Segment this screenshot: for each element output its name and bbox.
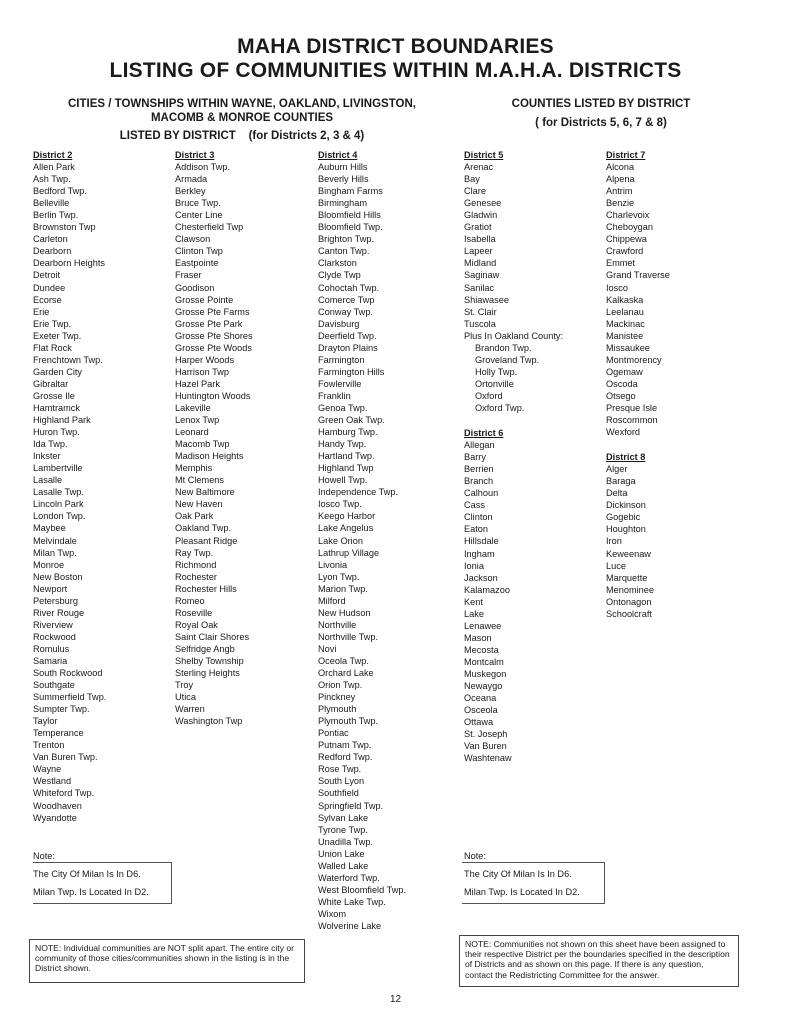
list-item: New Boston [33, 571, 83, 582]
list-item: Kalamazoo [464, 584, 510, 595]
list-item: Dickinson [606, 500, 646, 511]
list-item: Addison Twp. [175, 162, 230, 173]
list-item: Farmington Hills [318, 366, 385, 377]
list-item: Bruce Twp. [175, 198, 221, 209]
list-item: Oxford Twp. [475, 402, 525, 413]
list-item: Menominee [606, 584, 655, 595]
list-item: Samaria [33, 655, 68, 666]
list-item: Rochester Hills [175, 583, 237, 594]
list-item: Lambertville [33, 463, 83, 474]
list-item: Carleton [33, 234, 68, 245]
list-item: Union Lake [318, 848, 365, 859]
list-item: Berlin Twp. [33, 210, 79, 221]
list-item: Missaukee [606, 342, 650, 353]
list-item: Genesee [464, 198, 502, 209]
list-item: Independence Twp. [318, 487, 399, 498]
district-5-heading: District 5 [464, 150, 504, 160]
list-item: Oceola Twp. [318, 655, 369, 666]
list-item: Trenton [33, 740, 65, 751]
list-item: Sylvan Lake [318, 812, 369, 823]
list-item: Grosse Pte Woods [175, 342, 252, 353]
list-item: Iosco [606, 282, 628, 293]
list-item: Birmingham [318, 198, 368, 209]
list-item: Isabella [464, 234, 496, 245]
list-item: Exeter Twp. [33, 330, 82, 341]
list-item: White Lake Twp. [318, 896, 386, 907]
list-item: Lake Angelus [318, 523, 374, 534]
footnote-right: NOTE: Communities not shown on this sheet have been assigned to their respective District per the boundaries specified in the description of Districts and as shown on this page. If there is any question, contact the Redistricting Committee for the answer. [459, 935, 739, 987]
list-item: Hamburg Twp. [318, 427, 378, 438]
list-item: Westland [33, 776, 72, 787]
list-item: Southgate [33, 680, 75, 691]
list-item: Plus In Oakland County: [464, 330, 564, 341]
list-item: Redford Twp. [318, 752, 373, 763]
list-item: Montmorency [606, 354, 662, 365]
list-item: Otsego [606, 390, 636, 401]
list-item: Romeo [175, 595, 205, 606]
list-item: New Baltimore [175, 487, 235, 498]
list-item: Bloomfield Hills [318, 210, 381, 221]
list-item: Mt Clemens [175, 475, 225, 486]
list-item: Sumpter Twp. [33, 704, 90, 715]
list-item: Canton Twp. [318, 246, 370, 257]
page-title-line-2: LISTING OF COMMUNITIES WITHIN M.A.H.A. DISTRICTS [109, 59, 682, 82]
list-item: Mason [464, 632, 492, 643]
district-6-heading: District 6 [464, 428, 504, 439]
list-item: Shiawasee [464, 294, 509, 305]
list-item: Holly Twp. [475, 366, 518, 377]
list-item: Marion Twp. [318, 583, 368, 594]
list-item: Allen Park [33, 162, 75, 173]
list-item: Cheboygan [606, 222, 653, 233]
district-8-list [606, 463, 670, 620]
list-item: Cohoctah Twp. [318, 282, 380, 293]
list-item: Putnam Twp. [318, 740, 372, 751]
list-item: Allegan [464, 440, 495, 451]
district-7-8-column [606, 149, 670, 620]
list-item: Crawford [606, 246, 644, 257]
district-4-column [318, 149, 406, 932]
list-item: Beverly Hills [318, 174, 369, 185]
list-item: Mecosta [464, 644, 499, 655]
list-item: Gratiot [464, 222, 492, 233]
list-item: South Lyon [318, 776, 365, 787]
list-item: Grosse Pte Farms [175, 306, 250, 317]
list-item: Oak Park [175, 511, 214, 522]
list-item: Muskegon [464, 668, 507, 679]
list-item: Sanilac [464, 282, 495, 293]
list-item: Whiteford Twp. [33, 788, 95, 799]
list-item: Taylor [33, 716, 58, 727]
list-item: Unadilla Twp. [318, 836, 373, 847]
list-item: Riverview [33, 619, 73, 630]
list-item: Luce [606, 560, 626, 571]
list-item: Selfridge Angb [175, 643, 235, 654]
list-item: Rochester [175, 571, 217, 582]
list-item: Wexford [606, 427, 641, 438]
list-item: Bay [464, 174, 480, 185]
list-item: Clyde Twp [318, 270, 361, 281]
list-item: Dundee [33, 282, 66, 293]
list-item: Harrison Twp [175, 366, 229, 377]
list-item: Grosse Ile [33, 390, 75, 401]
list-item: Rockwood [33, 631, 76, 642]
list-item: Davisburg [318, 318, 360, 329]
list-item: Chippewa [606, 234, 647, 245]
list-item: Macomb Twp [175, 439, 230, 450]
list-item: Fraser [175, 270, 202, 281]
list-item: Ogemaw [606, 366, 643, 377]
list-item: Inkster [33, 451, 61, 462]
district-2-heading: District 2 [33, 150, 73, 160]
list-item: Summerfield Twp. [33, 692, 107, 703]
list-item: Tyrone Twp. [318, 824, 368, 835]
list-item: Lake [464, 608, 484, 619]
list-item: Goodison [175, 282, 215, 293]
right-heading-line-1: COUNTIES LISTED BY DISTRICT [511, 98, 691, 110]
list-item: Wayne [33, 764, 62, 775]
list-item: Leonard [175, 427, 209, 438]
list-item: Erie Twp. [33, 318, 72, 329]
list-item: Orion Twp. [318, 680, 363, 691]
list-item: Eaton [464, 524, 489, 535]
list-item: Huntington Woods [175, 390, 251, 401]
list-item: Northville [318, 619, 357, 630]
list-item: Grosse Pte Park [175, 318, 243, 329]
district-8-heading: District 8 [606, 452, 646, 463]
list-item: River Rouge [33, 607, 85, 618]
list-item: Auburn Hills [318, 162, 368, 173]
note-right-box [462, 862, 605, 904]
list-item: Franklin [318, 390, 351, 401]
list-item: Roseville [175, 607, 213, 618]
list-item: Bloomfield Twp. [318, 222, 383, 233]
list-item: Plymouth Twp. [318, 716, 379, 727]
list-item: Wolverine Lake [318, 921, 382, 931]
list-item: Kent [464, 596, 483, 607]
list-item: Center Line [175, 210, 223, 221]
list-item: Maybee [33, 523, 66, 534]
list-item: Monroe [33, 559, 65, 570]
list-item: Hartland Twp. [318, 451, 375, 462]
list-item: Genoa Twp. [318, 402, 368, 413]
list-item: Royal Oak [175, 619, 218, 630]
list-item: Houghton [606, 524, 646, 535]
list-item: Pontiac [318, 728, 349, 739]
list-item: Oscoda [606, 378, 638, 389]
list-item: Keweenaw [606, 548, 651, 559]
list-item: Ontonagon [606, 596, 652, 607]
list-item: Green Oak Twp. [318, 415, 385, 426]
list-item: Wyandotte [33, 812, 77, 823]
list-item: Midland [464, 258, 497, 269]
list-item: Charlevoix [606, 210, 650, 221]
list-item: Oakland Twp. [175, 523, 232, 534]
list-item: West Bloomfield Twp. [318, 884, 406, 895]
list-item: Temperance [33, 728, 84, 739]
list-item: Newaygo [464, 681, 503, 692]
list-item: Livonia [318, 559, 348, 570]
list-item: Antrim [606, 186, 633, 197]
page-number: 12 [389, 994, 402, 1005]
list-item: Fowlerville [318, 378, 362, 389]
list-item: Clarkston [318, 258, 357, 269]
district-4-heading: District 4 [318, 150, 358, 160]
list-item: Baraga [606, 476, 636, 487]
list-item: Cass [464, 500, 485, 511]
list-item: Lapeer [464, 246, 493, 257]
list-item: Garden City [33, 366, 83, 377]
list-item: Oceana [464, 693, 497, 704]
list-item: Southfield [318, 788, 359, 799]
list-item: Northville Twp. [318, 631, 379, 642]
list-item: Oxford [475, 390, 503, 401]
district-5-list [464, 161, 563, 342]
list-item: Arenac [464, 162, 494, 173]
list-item: Ray Twp. [175, 547, 214, 558]
list-item: Chesterfield Twp [175, 222, 244, 233]
list-item: Hazel Park [175, 378, 220, 389]
list-item: Melvindale [33, 535, 77, 546]
list-item: Barry [464, 452, 486, 463]
right-heading-line-2: ( for Districts 5, 6, 7 & 8) [535, 117, 667, 129]
list-item: Mackinac [606, 318, 645, 329]
list-item: Lenawee [464, 620, 502, 631]
list-item: Hillsdale [464, 536, 499, 547]
list-item: Walled Lake [318, 860, 369, 871]
list-item: Brownston Twp [33, 222, 96, 233]
list-item: Berrien [464, 464, 494, 475]
note-right-line-1: The City Of Milan Is In D6. [464, 869, 572, 879]
list-item: Lenox Twp [175, 415, 220, 426]
list-item: Berkley [175, 186, 206, 197]
left-heading-line-1: CITIES / TOWNSHIPS WITHIN WAYNE, OAKLAND, LIVINGSTON, [67, 98, 416, 110]
page-title-line-1: MAHA DISTRICT BOUNDARIES [237, 35, 554, 58]
list-item: Clare [464, 186, 486, 197]
list-item: Bingham Farms [318, 186, 383, 197]
list-item: Lasalle Twp. [33, 487, 84, 498]
list-item: Iosco Twp. [318, 499, 362, 510]
list-item: Howell Twp. [318, 475, 368, 486]
list-item: Alcona [606, 162, 635, 173]
list-item: Troy [175, 680, 194, 691]
list-item: Shelby Township [175, 655, 244, 666]
list-item: Benzie [606, 198, 635, 209]
list-item: Roscommon [606, 415, 658, 426]
list-item: Manistee [606, 330, 644, 341]
district-4-list [318, 161, 406, 932]
list-item: Kalkaska [606, 294, 644, 305]
list-item: Richmond [175, 559, 217, 570]
list-item: Branch [464, 476, 494, 487]
list-item: Montcalm [464, 656, 504, 667]
list-item: Wixom [318, 908, 347, 919]
list-item: Orchard Lake [318, 668, 374, 679]
district-3-list [175, 161, 253, 727]
list-item: South Rockwood [33, 668, 103, 679]
list-item: Lyon Twp. [318, 571, 360, 582]
left-heading [30, 97, 454, 125]
list-item: Ortonville [475, 378, 514, 389]
list-item: Farmington [318, 354, 365, 365]
list-item: Grosse Pte Shores [175, 330, 253, 341]
list-item: St. Clair [464, 306, 497, 317]
list-item: Alger [606, 464, 628, 475]
list-item: Belleville [33, 198, 70, 209]
list-item: Lake Orion [318, 535, 363, 546]
list-item: Romulus [33, 643, 70, 654]
list-item: New Hudson [318, 607, 371, 618]
list-item: Delta [606, 488, 628, 499]
list-item: Armada [175, 174, 208, 185]
district-3-column [175, 149, 253, 727]
list-item: Grand Traverse [606, 270, 670, 281]
district-5-6-column [464, 149, 563, 764]
list-item: London Twp. [33, 511, 86, 522]
left-heading-line-3: LISTED BY DISTRICT (for Districts 2, 3 & 4) [119, 130, 365, 142]
list-item: Memphis [175, 463, 213, 474]
district-7-heading: District 7 [606, 150, 646, 160]
list-item: Pleasant Ridge [175, 535, 238, 546]
note-right-line-2: Milan Twp. Is Located In D2. [464, 887, 580, 897]
list-item: Detroit [33, 270, 61, 281]
list-item: Lasalle [33, 475, 63, 486]
list-item: Iron [606, 536, 622, 547]
list-item: Ionia [464, 560, 484, 571]
list-item: Van Buren Twp. [33, 752, 98, 763]
spacer [606, 438, 670, 451]
list-item: Springfield Twp. [318, 800, 384, 811]
list-item: Clinton Twp [175, 246, 223, 257]
list-item: Milan Twp. [33, 547, 77, 558]
list-item: Handy Twp. [318, 439, 367, 450]
list-item: Bedford Twp. [33, 186, 87, 197]
list-item: Waterford Twp. [318, 872, 380, 883]
list-item: Warren [175, 704, 205, 715]
district-5-oakland-list [464, 342, 563, 414]
list-item: Madison Heights [175, 451, 244, 462]
spacer [464, 414, 563, 427]
list-item: New Haven [175, 499, 223, 510]
note-left-line-1: The City Of Milan Is In D6. [33, 869, 141, 879]
list-item: Van Buren [464, 741, 507, 752]
list-item: Grosse Pointe [175, 294, 234, 305]
list-item: Brandon Twp. [475, 342, 532, 353]
list-item: Frenchtown Twp. [33, 354, 103, 365]
list-item: Newport [33, 583, 68, 594]
list-item: Emmet [606, 258, 636, 269]
list-item: Comerce Twp [318, 294, 375, 305]
list-item: Novi [318, 643, 337, 654]
list-item: Clinton [464, 512, 493, 523]
list-item: Dearborn [33, 246, 72, 257]
list-item: Groveland Twp. [475, 354, 540, 365]
list-item: Presque Isle [606, 402, 658, 413]
list-item: Gladwin [464, 210, 498, 221]
list-item: Ida Twp. [33, 439, 68, 450]
list-item: Plymouth [318, 704, 357, 715]
list-item: Leelanau [606, 306, 644, 317]
list-item: Keego Harbor [318, 511, 376, 522]
district-7-list [606, 161, 670, 438]
note-left-label: Note: [33, 851, 55, 861]
district-3-heading: District 3 [175, 150, 215, 160]
note-left-line-2: Milan Twp. Is Located In D2. [33, 887, 149, 897]
list-item: Washington Twp [175, 716, 243, 727]
list-item: Marquette [606, 572, 648, 583]
list-item: Pinckney [318, 692, 356, 703]
list-item: Erie [33, 306, 50, 317]
list-item: Dearborn Heights [33, 258, 106, 269]
district-6-list [464, 439, 563, 764]
list-item: Eastpointe [175, 258, 219, 269]
list-item: Ingham [464, 548, 495, 559]
footnote-left: NOTE: Individual communities are NOT split apart. The entire city or community of those cities/communities shown in the listing is in the District shown. [29, 939, 305, 983]
list-item: Washtenaw [464, 753, 512, 764]
list-item: Ottawa [464, 717, 494, 728]
list-item: Deerfield Twp. [318, 330, 377, 341]
list-item: Gibraltar [33, 378, 69, 389]
list-item: Ash Twp. [33, 174, 71, 185]
list-item: Tuscola [464, 318, 496, 329]
list-item: Highland Twp [318, 463, 374, 474]
list-item: Drayton Plains [318, 342, 378, 353]
list-item: Huron Twp. [33, 427, 80, 438]
list-item: Conway Twp. [318, 306, 373, 317]
district-2-column [33, 149, 106, 824]
list-item: St. Joseph [464, 729, 508, 740]
list-item: Saginaw [464, 270, 500, 281]
list-item: Milford [318, 595, 346, 606]
list-item: Hamtramck [33, 402, 80, 413]
list-item: Calhoun [464, 488, 499, 499]
list-item: Brighton Twp. [318, 234, 375, 245]
list-item: Lincoln Park [33, 499, 84, 510]
district-2-list [33, 161, 106, 824]
list-item: Woodhaven [33, 800, 82, 811]
list-item: Saint Clair Shores [175, 631, 250, 642]
list-item: Gogebic [606, 512, 641, 523]
list-item: Flat Rock [33, 342, 72, 353]
list-item: Highland Park [33, 415, 91, 426]
list-item: Utica [175, 692, 196, 703]
list-item: Alpena [606, 174, 635, 185]
list-item: Sterling Heights [175, 668, 240, 679]
list-item: Ecorse [33, 294, 62, 305]
left-heading-line-2: MACOMB & MONROE COUNTIES [150, 112, 334, 124]
list-item: Lakeville [175, 402, 211, 413]
note-right-label: Note: [464, 851, 486, 861]
list-item: Schoolcraft [606, 608, 652, 619]
list-item: Rose Twp. [318, 764, 362, 775]
list-item: Clawson [175, 234, 211, 245]
note-left-box [33, 862, 172, 904]
list-item: Jackson [464, 572, 498, 583]
list-item: Harper Woods [175, 354, 235, 365]
list-item: Petersburg [33, 595, 78, 606]
list-item: Lathrup Village [318, 547, 380, 558]
list-item: Osceola [464, 705, 498, 716]
